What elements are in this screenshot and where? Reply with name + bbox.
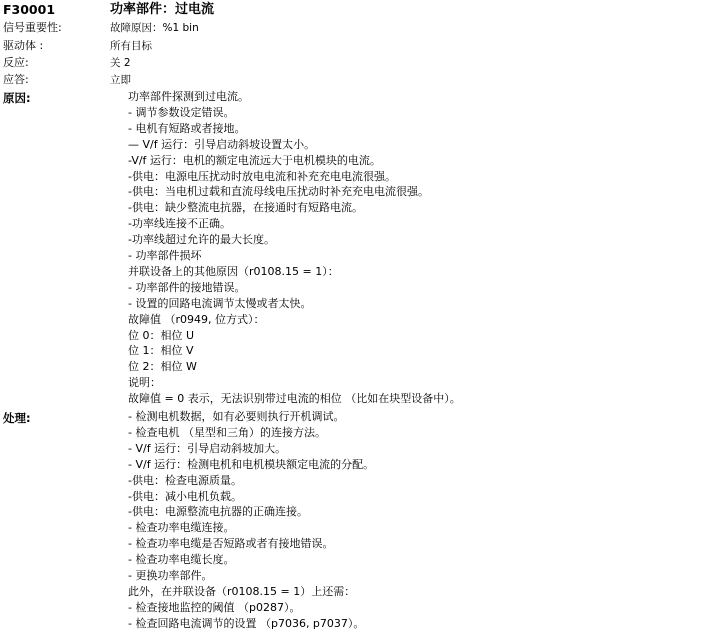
remedy-line: - 检查功率电缆连接。 (128, 521, 235, 535)
cause-line: 位 1：相位 V (128, 344, 194, 358)
cause-line: -供电：缺少整流电抗器，在接通时有短路电流。 (128, 201, 363, 215)
cause-line: 位 2：相位 W (128, 360, 197, 374)
cause-line: -供电：电源电压扰动时放电电流和补充充电电流很强。 (128, 169, 396, 183)
meta-label-reaction: 反应: (3, 56, 29, 69)
meta-value-significance: 故障原因：%1 bin (110, 22, 199, 34)
cause-line: - 设置的回路电流调节太慢或者太快。 (128, 296, 312, 310)
meta-value-reaction: 关 2 (110, 57, 131, 69)
remedy-line: - 检查功率电缆是否短路或者有接地错误。 (128, 537, 334, 551)
cause-line: -功率线连接不正确。 (128, 217, 231, 231)
remedy-line: -供电：减小电机负载。 (128, 489, 242, 503)
remedy-line: - 检查回路电流调节的设置 （p7036, p7037）。 (128, 616, 365, 630)
remedy-line: - 检测电机数据，如有必要则执行开机调试。 (128, 410, 345, 423)
cause-line: -供电：当电机过载和直流母线电压扰动时补充充电电流很强。 (128, 185, 429, 199)
remedy-line: - 检查接地监控的阈值 （p0287）。 (128, 600, 301, 614)
cause-line: -功率线超过允许的最大长度。 (128, 233, 275, 247)
meta-label-drive-object: 驱动体 : (3, 39, 44, 52)
cause-line: 故障值 （r0949, 位方式）： (128, 312, 265, 326)
remedy-line: - 检查电机 （星型和三角）的连接方法。 (128, 425, 326, 439)
remedy-label: 处理: (3, 411, 31, 425)
remedy-line: - V/f 运行：检测电机和电机模块额定电流的分配。 (128, 457, 375, 471)
meta-value-drive-object: 所有目标 (110, 40, 152, 52)
fault-title: 功率部件：过电流 (110, 2, 215, 17)
remedy-line: -供电：电源整流电抗器的正确连接。 (128, 505, 308, 519)
remedy-line: 此外，在并联设备（r0108.15 = 1）上还需： (128, 584, 356, 598)
cause-line: 并联设备上的其他原因（r0108.15 = 1）： (128, 264, 339, 278)
cause-line: -V/f 运行：电机的额定电流远大于电机模块的电流。 (128, 153, 381, 167)
cause-line: 说明： (128, 376, 161, 390)
remedy-line: - 检查功率电缆长度。 (128, 553, 235, 567)
remedy-line: -供电：检查电源质量。 (128, 473, 242, 487)
cause-line: 故障值 = 0 表示，无法识别带过电流的相位 （比如在块型设备中）。 (128, 392, 461, 406)
remedy-line: - 更换功率部件。 (128, 569, 213, 582)
cause-line: — V/f 运行：引导启动斜坡设置太小。 (128, 137, 316, 151)
cause-line: - 电机有短路或者接地。 (128, 121, 246, 135)
meta-label-significance: 信号重要性: (3, 21, 62, 34)
meta-value-acknowledge: 立即 (110, 74, 131, 86)
cause-label: 原因: (3, 91, 31, 105)
remedy-line: - V/f 运行：引导启动斜坡加大。 (128, 441, 287, 455)
cause-line: - 功率部件损坏 (128, 249, 202, 262)
cause-line: 功率部件探测到过电流。 (128, 90, 249, 103)
cause-line: - 功率部件的接地错误。 (128, 280, 246, 294)
cause-line: - 调节参数设定错误。 (128, 105, 235, 119)
fault-code: F30001 (3, 2, 56, 17)
cause-line: 位 0：相位 U (128, 328, 195, 342)
meta-label-acknowledge: 应答: (3, 73, 29, 86)
